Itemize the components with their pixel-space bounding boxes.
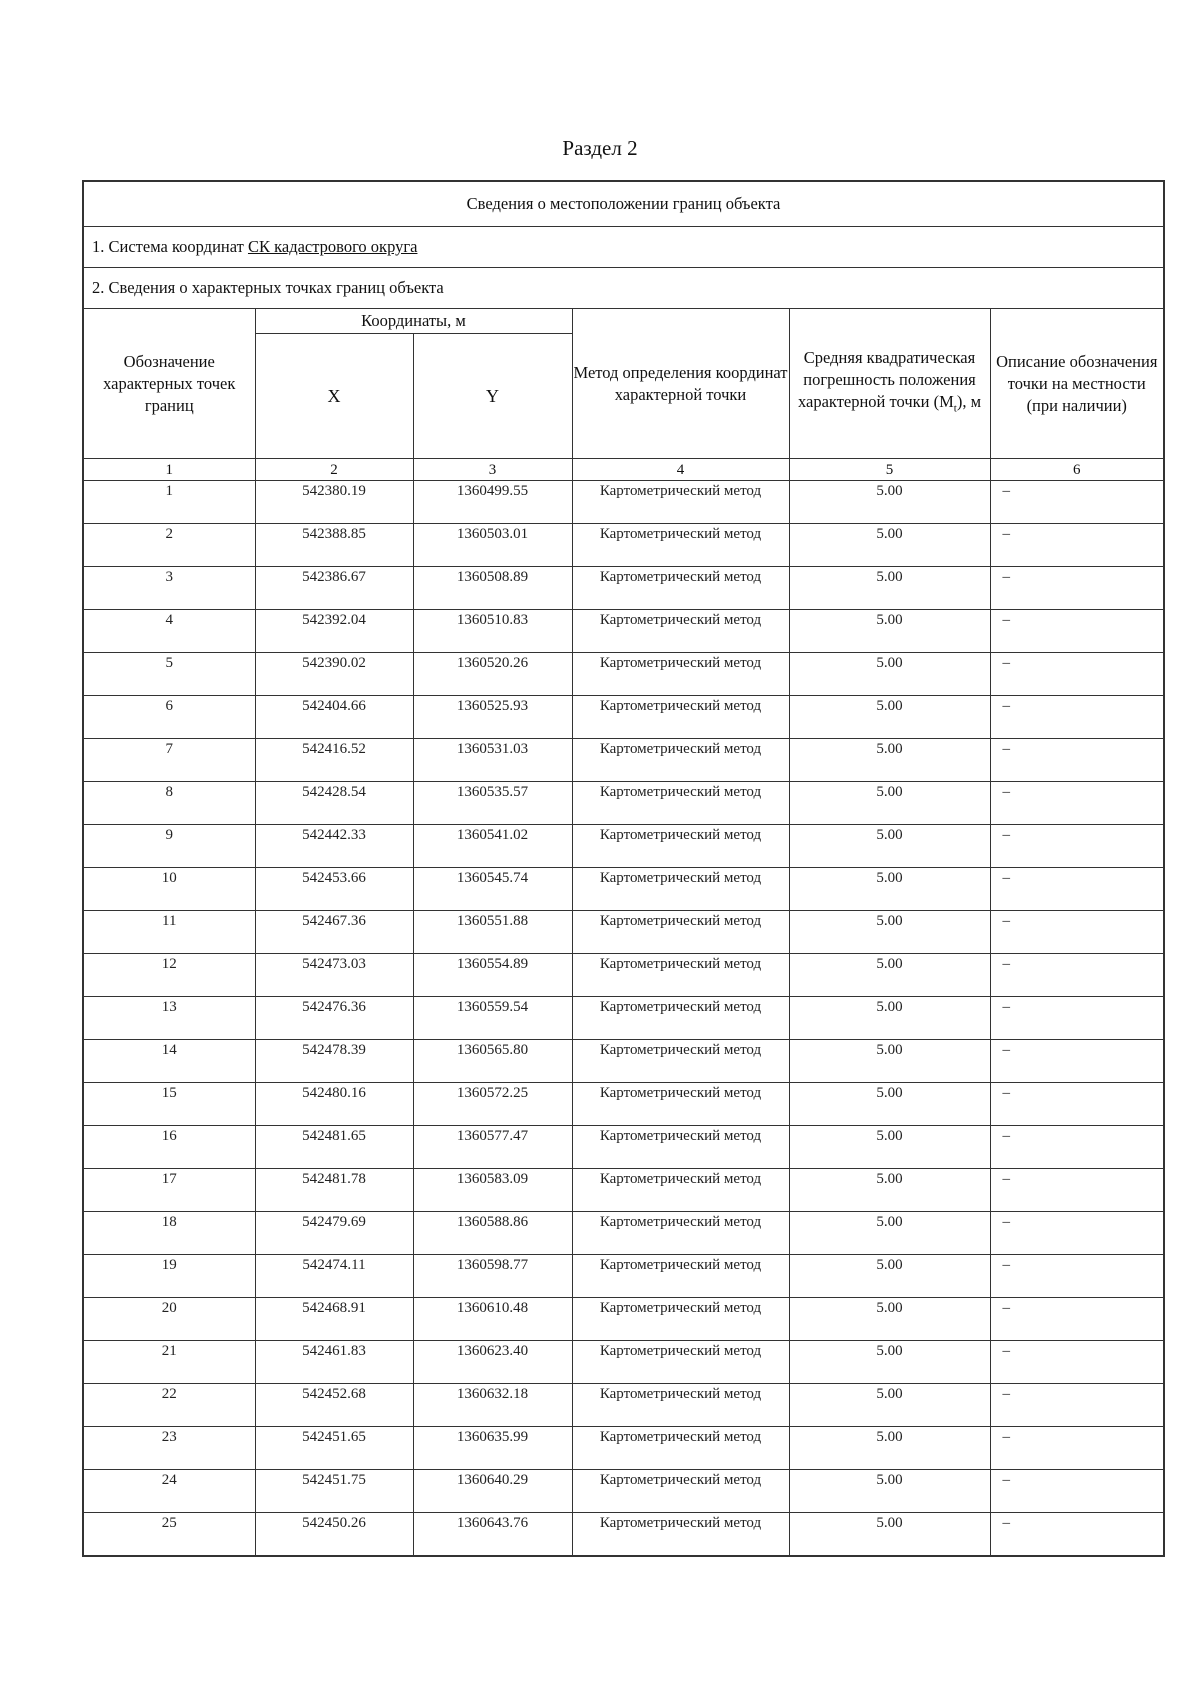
y-coordinate-cell: 1360640.29 [413, 1470, 572, 1513]
col-number: 6 [990, 459, 1164, 481]
y-coordinate-cell: 1360520.26 [413, 653, 572, 696]
point-number-cell: 16 [83, 1126, 255, 1169]
error-cell: 5.00 [789, 911, 990, 954]
x-coordinate-cell: 542461.83 [255, 1341, 413, 1384]
y-coordinate-cell: 1360577.47 [413, 1126, 572, 1169]
table-row [83, 739, 1164, 782]
error-cell: 5.00 [789, 1212, 990, 1255]
error-cell: 5.00 [789, 1298, 990, 1341]
section-title: Раздел 2 [562, 136, 638, 160]
description-cell: – [990, 696, 1164, 739]
method-cell: Картометрический метод [572, 696, 789, 739]
y-coordinate-cell: 1360632.18 [413, 1384, 572, 1427]
method-cell: Картометрический метод [572, 954, 789, 997]
table-row [83, 1341, 1164, 1384]
method-cell: Картометрический метод [572, 524, 789, 567]
error-cell: 5.00 [789, 825, 990, 868]
table-body [83, 481, 1164, 1557]
col-method-header: Метод определения координат характерной точки [572, 309, 789, 459]
description-cell: – [990, 911, 1164, 954]
x-coordinate-cell: 542473.03 [255, 954, 413, 997]
point-number-cell: 20 [83, 1298, 255, 1341]
x-coordinate-cell: 542380.19 [255, 481, 413, 524]
error-cell: 5.00 [789, 1470, 990, 1513]
description-cell: – [990, 524, 1164, 567]
x-coordinate-cell: 542478.39 [255, 1040, 413, 1083]
method-cell: Картометрический метод [572, 1040, 789, 1083]
points-section-title: 2. Сведения о характерных точках границ объекта [83, 268, 1164, 309]
x-coordinate-cell: 542479.69 [255, 1212, 413, 1255]
coordinate-system-label: 1. Система координат [92, 237, 248, 256]
x-coordinate-cell: 542474.11 [255, 1255, 413, 1298]
y-coordinate-cell: 1360499.55 [413, 481, 572, 524]
description-cell: – [990, 1126, 1164, 1169]
point-number-cell: 21 [83, 1341, 255, 1384]
point-number-cell: 11 [83, 911, 255, 954]
point-number-cell: 18 [83, 1212, 255, 1255]
description-cell: – [990, 997, 1164, 1040]
y-coordinate-cell: 1360510.83 [413, 610, 572, 653]
error-cell: 5.00 [789, 610, 990, 653]
col-error-header [789, 309, 990, 459]
y-coordinate-cell: 1360559.54 [413, 997, 572, 1040]
point-number-cell: 25 [83, 1513, 255, 1557]
method-cell: Картометрический метод [572, 481, 789, 524]
col-x-header: X [255, 334, 413, 459]
table-row [83, 1298, 1164, 1341]
description-cell: – [990, 1470, 1164, 1513]
error-cell: 5.00 [789, 997, 990, 1040]
point-number-cell: 5 [83, 653, 255, 696]
table-row [83, 524, 1164, 567]
x-coordinate-cell: 542388.85 [255, 524, 413, 567]
y-coordinate-cell: 1360643.76 [413, 1513, 572, 1557]
method-cell: Картометрический метод [572, 739, 789, 782]
point-number-cell: 1 [83, 481, 255, 524]
table-row [83, 911, 1164, 954]
method-cell: Картометрический метод [572, 1169, 789, 1212]
x-coordinate-cell: 542476.36 [255, 997, 413, 1040]
table-row [83, 1427, 1164, 1470]
description-cell: – [990, 1298, 1164, 1341]
table-row [83, 825, 1164, 868]
method-cell: Картометрический метод [572, 997, 789, 1040]
y-coordinate-cell: 1360583.09 [413, 1169, 572, 1212]
error-header-text: Средняя квадратическая погрешность положения характерной точки (M [797, 348, 976, 412]
description-cell: – [990, 653, 1164, 696]
point-number-cell: 4 [83, 610, 255, 653]
col-number: 4 [572, 459, 789, 481]
description-cell: – [990, 481, 1164, 524]
description-cell: – [990, 1513, 1164, 1557]
table-row [83, 1513, 1164, 1557]
point-number-cell: 14 [83, 1040, 255, 1083]
col-designation-header: Обозначение характерных точек границ [83, 309, 255, 459]
error-cell: 5.00 [789, 481, 990, 524]
method-cell: Картометрический метод [572, 782, 789, 825]
error-cell: 5.00 [789, 653, 990, 696]
table-row [83, 997, 1164, 1040]
point-number-cell: 17 [83, 1169, 255, 1212]
method-cell: Картометрический метод [572, 1384, 789, 1427]
description-cell: – [990, 567, 1164, 610]
point-number-cell: 12 [83, 954, 255, 997]
x-coordinate-cell: 542480.16 [255, 1083, 413, 1126]
point-number-cell: 15 [83, 1083, 255, 1126]
table-row [83, 1255, 1164, 1298]
description-cell: – [990, 1384, 1164, 1427]
method-cell: Картометрический метод [572, 825, 789, 868]
error-cell: 5.00 [789, 868, 990, 911]
error-header-subscript: t [953, 402, 957, 415]
method-cell: Картометрический метод [572, 1427, 789, 1470]
x-coordinate-cell: 542453.66 [255, 868, 413, 911]
y-coordinate-cell: 1360610.48 [413, 1298, 572, 1341]
error-cell: 5.00 [789, 1427, 990, 1470]
description-cell: – [990, 782, 1164, 825]
error-cell: 5.00 [789, 1040, 990, 1083]
error-header-unit: ), м [956, 392, 982, 412]
method-cell: Картометрический метод [572, 1470, 789, 1513]
method-cell: Картометрический метод [572, 1341, 789, 1384]
y-coordinate-cell: 1360588.86 [413, 1212, 572, 1255]
point-number-cell: 3 [83, 567, 255, 610]
method-cell: Картометрический метод [572, 1298, 789, 1341]
point-number-cell: 7 [83, 739, 255, 782]
table-row [83, 1384, 1164, 1427]
column-numbers-row [83, 459, 1164, 481]
x-coordinate-cell: 542390.02 [255, 653, 413, 696]
error-cell: 5.00 [789, 567, 990, 610]
table-row [83, 868, 1164, 911]
point-number-cell: 13 [83, 997, 255, 1040]
table-row [83, 954, 1164, 997]
coordinate-system-value: СК кадастрового округа [247, 237, 418, 256]
description-cell: – [990, 1255, 1164, 1298]
method-cell: Картометрический метод [572, 653, 789, 696]
method-cell: Картометрический метод [572, 567, 789, 610]
method-cell: Картометрический метод [572, 868, 789, 911]
col-y-header: Y [413, 334, 572, 459]
y-coordinate-cell: 1360525.93 [413, 696, 572, 739]
x-coordinate-cell: 542392.04 [255, 610, 413, 653]
point-number-cell: 10 [83, 868, 255, 911]
boundary-points-table [82, 180, 1165, 1557]
description-cell: – [990, 825, 1164, 868]
method-cell: Картометрический метод [572, 1212, 789, 1255]
point-number-cell: 24 [83, 1470, 255, 1513]
y-coordinate-cell: 1360598.77 [413, 1255, 572, 1298]
x-coordinate-cell: 542451.75 [255, 1470, 413, 1513]
error-cell: 5.00 [789, 1513, 990, 1557]
table-title: Сведения о местоположении границ объекта [83, 181, 1164, 227]
method-cell: Картометрический метод [572, 1513, 789, 1557]
description-cell: – [990, 610, 1164, 653]
col-coords-header: Координаты, м [255, 309, 572, 334]
description-cell: – [990, 1341, 1164, 1384]
x-coordinate-cell: 542416.52 [255, 739, 413, 782]
x-coordinate-cell: 542442.33 [255, 825, 413, 868]
y-coordinate-cell: 1360508.89 [413, 567, 572, 610]
point-number-cell: 9 [83, 825, 255, 868]
error-cell: 5.00 [789, 1341, 990, 1384]
point-number-cell: 23 [83, 1427, 255, 1470]
y-coordinate-cell: 1360545.74 [413, 868, 572, 911]
y-coordinate-cell: 1360531.03 [413, 739, 572, 782]
table-row [83, 653, 1164, 696]
x-coordinate-cell: 542467.36 [255, 911, 413, 954]
y-coordinate-cell: 1360554.89 [413, 954, 572, 997]
x-coordinate-cell: 542450.26 [255, 1513, 413, 1557]
coordinate-system-row [83, 227, 1164, 268]
table-row [83, 1169, 1164, 1212]
x-coordinate-cell: 542428.54 [255, 782, 413, 825]
col-number: 2 [255, 459, 413, 481]
description-cell: – [990, 1169, 1164, 1212]
table-row [83, 1212, 1164, 1255]
method-cell: Картометрический метод [572, 1255, 789, 1298]
col-number: 3 [413, 459, 572, 481]
error-cell: 5.00 [789, 524, 990, 567]
table-row [83, 782, 1164, 825]
table-row [83, 1470, 1164, 1513]
method-cell: Картометрический метод [572, 1083, 789, 1126]
method-cell: Картометрический метод [572, 610, 789, 653]
x-coordinate-cell: 542481.65 [255, 1126, 413, 1169]
description-cell: – [990, 1083, 1164, 1126]
description-cell: – [990, 1212, 1164, 1255]
table-row [83, 1126, 1164, 1169]
error-cell: 5.00 [789, 739, 990, 782]
error-cell: 5.00 [789, 1384, 990, 1427]
table-row [83, 610, 1164, 653]
y-coordinate-cell: 1360535.57 [413, 782, 572, 825]
error-cell: 5.00 [789, 1169, 990, 1212]
y-coordinate-cell: 1360551.88 [413, 911, 572, 954]
table-row [83, 1040, 1164, 1083]
point-number-cell: 19 [83, 1255, 255, 1298]
table-row [83, 481, 1164, 524]
table-row [83, 567, 1164, 610]
x-coordinate-cell: 542481.78 [255, 1169, 413, 1212]
point-number-cell: 8 [83, 782, 255, 825]
description-cell: – [990, 954, 1164, 997]
description-cell: – [990, 868, 1164, 911]
x-coordinate-cell: 542386.67 [255, 567, 413, 610]
table-row [83, 696, 1164, 739]
description-cell: – [990, 739, 1164, 782]
col-number: 1 [83, 459, 255, 481]
y-coordinate-cell: 1360503.01 [413, 524, 572, 567]
table-row [83, 1083, 1164, 1126]
y-coordinate-cell: 1360572.25 [413, 1083, 572, 1126]
method-cell: Картометрический метод [572, 911, 789, 954]
x-coordinate-cell: 542451.65 [255, 1427, 413, 1470]
point-number-cell: 2 [83, 524, 255, 567]
description-cell: – [990, 1040, 1164, 1083]
col-description-header: Описание обозначения точки на местности (при наличии) [990, 309, 1164, 459]
x-coordinate-cell: 542452.68 [255, 1384, 413, 1427]
description-cell: – [990, 1427, 1164, 1470]
x-coordinate-cell: 542404.66 [255, 696, 413, 739]
point-number-cell: 6 [83, 696, 255, 739]
error-cell: 5.00 [789, 1255, 990, 1298]
method-cell: Картометрический метод [572, 1126, 789, 1169]
error-cell: 5.00 [789, 782, 990, 825]
y-coordinate-cell: 1360541.02 [413, 825, 572, 868]
error-cell: 5.00 [789, 696, 990, 739]
y-coordinate-cell: 1360635.99 [413, 1427, 572, 1470]
error-cell: 5.00 [789, 1126, 990, 1169]
x-coordinate-cell: 542468.91 [255, 1298, 413, 1341]
y-coordinate-cell: 1360565.80 [413, 1040, 572, 1083]
y-coordinate-cell: 1360623.40 [413, 1341, 572, 1384]
col-number: 5 [789, 459, 990, 481]
error-cell: 5.00 [789, 1083, 990, 1126]
error-cell: 5.00 [789, 954, 990, 997]
point-number-cell: 22 [83, 1384, 255, 1427]
